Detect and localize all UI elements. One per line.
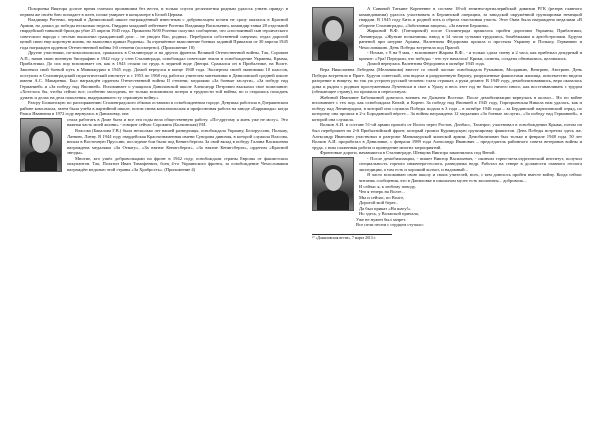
paragraph: Власова (Бакалова Г.В.) была несколько лет нашей разведчицы, освобождала Украину, Белоруссию, Польшу, Латвию, Литву. В 1944 году гвардейская Краснознаменная имени Суворова дивизия, в которой служила Власова, вошла в Восточную Пруссию, последние бои были под Кенигсбергом. За свой вклад в победу Галина Васильевна награждена медалями «За Отвагу», «За взятие Кенигсберга», «За взятие Кенигсберга», орденом «Красной звезды».: [67, 128, 288, 156]
footnote-divider: [312, 234, 392, 235]
paragraph: Жабиной Ивановне Бабочкиной довелось воевать на Дальнем Востоке. После демобилизации вернулась в колхоз... Но по войне вспоминает с тех пор, как освобождала Китай, и Корею. За победу над Японией в 1945 году, Гиргорьевская Никола нам удалась, как и победу над Ленинградом, в которой она служила Победы подала в 3 года – в октябре 1946 года – за Бердянский партизанский отряд, по которому она прошла в 2-х Бородянской вёрсте... За войны награждена 12 медалями «За боевые заслуги», «За победу над Германией», в которой она служила.: [312, 94, 582, 122]
poem-line: Но здесь, у Волжской причала,: [359, 211, 419, 217]
left-column: [20, 6, 288, 174]
paragraph: Многие, кто ушёл добровольцами на фронт в 1942 году, освобождали страны Европы от фашистских оккупантов. Так, Полатон Иван Тимофеевич, боец 4-го Украинского фронта, за освобождение Чехословакии награждён медалью этой страны «За Храбрость». (Приложение 4): [67, 155, 288, 172]
poem-line: Да был приказ «На шагу!».: [359, 205, 412, 211]
right-column: [312, 6, 582, 240]
portrait-photo: [20, 118, 62, 172]
paragraph: Фронтовые дороги, начавшиеся в Сталинграде, Шевцова Виктора закончились под Веной.: [320, 150, 496, 156]
paragraph: Владимир Рогенко, первый в Даниловской школе награждённый известным с добровольцем кстати не сразу оказался в Красной Армии, но дожил до победы несколько недель. Гвардии младший лейтенант Рогенко Владимир Васильевич, командир танка 28 отдельной гвардейской танковой бригады убит 25 апреля 1945 года. Приказом №90 Рогенко получил сообщение, что «постоянный сын героического советского народа с честью выполнил гражданский долг… не увидел Вас, родных. Перебрался собственной смертью, отдал дорогой ценой свою еще короткую жизнь, но выполнил приказ Родины». За отрешённое выполнение боевых заданий Приказом от 30 апреля 1945 года награжден орденом Отечественной войны I-й степени (посмертно). (Приложение 18): [20, 17, 288, 50]
paragraph: - После демобилизации, - пишет Виктор Васильевич, - окончил горно-металлургический институт, получил специальность горного инженера-геолога, разведчика недр. Работал на севере в должности главного геолога экспедиции, а там есть и хороший колхоз, и надомный...: [359, 155, 582, 172]
poem-line: Все пели песни с сердцем стучало:: [356, 222, 424, 228]
paragraph: Домой вернулась Валентина Фёдоровна в октябре 1945 года.: [367, 61, 485, 67]
paragraph: Вера Николаевна Лебедева (Мельникова) вместе со своей частью освобождала Румынию, Молдавию, Венгрию, Австрию. День Победы встретила в Праге. Будучи советской, она видела и разрушенную Европу, разрушенные фашистами жилища, повсеместно видела разорение и нищету, но так уж устроен русский человек: глаза страшат, а руки делают. В 1949 году, демобилизовавшись, вера оказалась дома и рядом с родным простуженным Лучеевски и свое к Уралу и весь этот год не было ничего иного, как восстанавливать с трудом (обежающее страну), но прожила и пересохнула.: [312, 67, 582, 95]
paragraph: Волков А.И. в составе 51-ой армии прошёл от Волги через Ростов, Донбасс, Таганрог, участвовал в освобождении Крыма, потом он был переброшен на 2-й Прибалтийский фронт, который громил Курляндскую группировку фашистов. День Победы встретил здесь же. Александр Иванович участвовал в разгроме Маньчжурской японской армии. Демобилизован был только в феврале 1948 года. 50 лет Волков А.И. проработал в Даниловке, с февраля 1989 года Александр Иванович – председатель районного совета ветеранов войны и труда, с ним слаженная работа и проведение многих мероприятий.: [312, 122, 582, 150]
paragraph: Другие участники, по-комсомольски, сражались в Сталинграде и на других фронтах Великой Отечественной войны. Так, Сорокин А.П., начав свою военную биографию в 1942 году у стен Сталинграда, освобождал советские земли и освобождение Украины, Крыма, Прибалтики. До сих пор вспоминает он, как в 1943 стояли по грудь в ледяной воде Днепра. Сражался он в Прибалтике, на Волге. Закончил свой боевой путь в Маньчжурии в 1945 году. Домой вернулся в конце 1948 года. Экспертом своей экономики 10 классов, поступил в Сталинградский педагогический институт и с 1953 по 1968 год работал учителем математики в Даниловской средней школе имени А.С. Макаренко. Был награждён орденом Отечественной войны II степени, медалями «За боевые заслуги», «За победу над Германией» и «За победу над Японией». Вспоминает о учащихся Даниловской школе Александр Петрович высказал свое пожелание: «Хотелось бы, чтобы сейчас все, особенно молодежь, не только вспоминали потери и трудности той войны, но и старались походить думать и делах на дела поколения, выдержавшего ту страшную войну.»: [20, 50, 288, 100]
paragraph: Я часто вспоминаю свою школу и своих учителей, всех, с кем довелось пройти вместе войну. Когда сейчас читаешь сообщения, что в Даниловке в школьном музее есть экспонаты... доброволь...: [359, 172, 582, 183]
paragraph: - Ночью, с 8 на 9 мая, - вспоминает Жарова В.Ф., - я только сдала смену и 2 часа, как прибежал дежурный и кричит: «Ура! Передали, что победа» - что тут началось! Крики, салюты, солдаты обнимались, целовались.: [359, 50, 582, 61]
paragraph: Разгру Болконскую по распоряжению Сталинградского обкома оставили в освобожденном городе. Девушка работала в Дзержинском районе комсомола, затем была учеба в партийной школе, потом снова комсомольская и профсоюзная работа на заводе «Баррикады» когда Раиса Ивановна в 1972 году вернулась в Даниловку, она: [20, 100, 288, 117]
poem-line: Уже не нужен был запрет.: [356, 216, 406, 222]
footnote: ¹⁰ «Даниловская вести», 7 марта 2013 г.: [312, 235, 376, 240]
portrait-photo: [312, 7, 354, 61]
poem: [356, 206, 582, 228]
paragraph: Что я теперь на Волге...: [359, 189, 405, 195]
paragraph: Жарковой В.Ф. (Гончаровой) после Сталинграда пришлось пройти дорогами Украины, Прибалтики, Ленинграда. «Жуткие испытания» взвод в 14 часов сутками трудились, бомбёжками и артобстрелами. Будучи раненой при штурме Архива, Валентина Фёдоровна прошла и просеяла Украину и Польшу, Германию и Чехословакию. День Победы встретила под Прагой.: [359, 28, 582, 50]
paragraph: И сейчас я, к любому поводу,: [359, 183, 416, 189]
portrait-photo: [312, 157, 354, 211]
paragraph: Дорогой мой берег...: [359, 200, 399, 206]
paragraph: Мы и сейчас, по Волге,: [359, 194, 405, 200]
paragraph: А Савиной Татьяне Корнеевне в составе 18-ой зенитно-артиллерийской дивизии РГК (резерв главного командования) удалось участвовать в Берлинской операции, за заводской окружённой группировки немецкой гвардии. В 1945 году Бить и родной хоть и обрела счастливая участь. Этот Окна была награждена медалями «В обороне Сталинграда», «Заботливая защита», «За взятие Берлина».: [359, 6, 582, 28]
paragraph: Похоронка Виктора долгое время считали пропавшим без вести, и только спустя десятилетия родным удалось узнать правду: в первом же своём бою попадает в плен, позже умирает в концлагере в Белой Церкви.: [20, 6, 288, 17]
paragraph: стала работать в Доме быта и все эти годы вела общественную работу. «По-другому я жить уже не могу». Это важная часть моей жизни» - говорит сейчас Сорокина (Болконская) Р.И.: [67, 116, 288, 128]
